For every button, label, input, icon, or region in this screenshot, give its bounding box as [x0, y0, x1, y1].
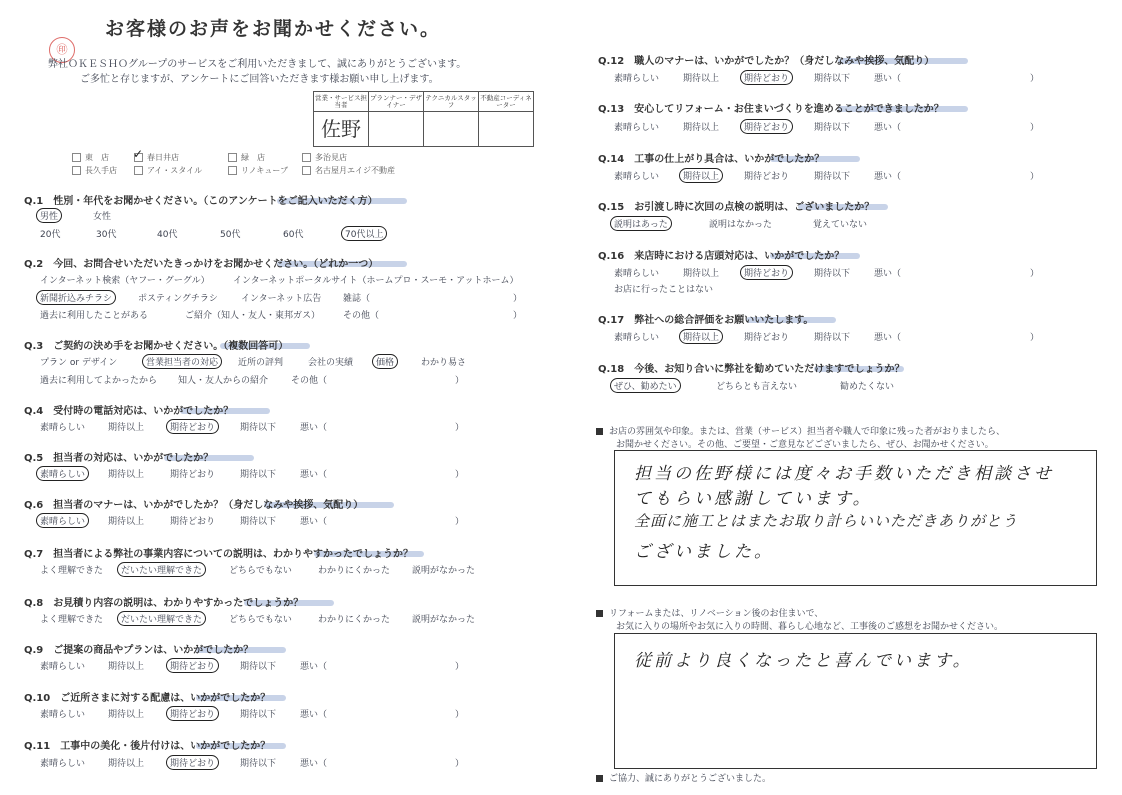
- answer-option[interactable]: どちらでもない: [229, 615, 292, 625]
- answer-option[interactable]: わかり易さ: [421, 358, 467, 368]
- comment1-handwriting-line-2: てもらい感謝しています。: [634, 489, 873, 509]
- staff-header-technical: テクニカルスタッフ: [424, 92, 479, 112]
- answer-option[interactable]: 40代: [157, 230, 178, 240]
- answer-option[interactable]: 素晴らしい: [614, 172, 660, 182]
- answer-option[interactable]: よく理解できた: [40, 615, 104, 625]
- answer-option[interactable]: ）: [455, 470, 465, 480]
- answer-option[interactable]: 覚えていない: [813, 220, 868, 230]
- answer-option[interactable]: ）: [455, 517, 465, 527]
- answer-option[interactable]: ）: [455, 423, 465, 433]
- answer-option[interactable]: 60代: [283, 230, 304, 240]
- left-question-10: Q.10 ご近所さまに対する配慮は、いかがでしたか？: [24, 693, 271, 704]
- answer-option[interactable]: 期待以上: [683, 123, 720, 133]
- answer-option[interactable]: 素晴らしい: [40, 710, 86, 720]
- answer-option[interactable]: 悪い（: [874, 172, 902, 182]
- selected-answer-option[interactable]: だいたい理解できた: [117, 562, 206, 577]
- checkbox-icon: [302, 153, 311, 162]
- answer-option[interactable]: どちらでもない: [229, 566, 292, 576]
- answer-option[interactable]: 期待どおり: [170, 470, 216, 480]
- store-checkbox-tajimi[interactable]: 多治見店: [302, 152, 347, 163]
- checkbox-icon: [228, 166, 237, 175]
- answer-option[interactable]: 素晴らしい: [614, 269, 660, 279]
- checkbox-icon: [134, 166, 143, 175]
- answer-option[interactable]: 女性: [93, 212, 112, 222]
- answer-option[interactable]: 悪い（: [874, 123, 902, 133]
- checkbox-icon: [302, 166, 311, 175]
- answer-option[interactable]: 期待どおり: [744, 333, 790, 343]
- answer-option[interactable]: 説明がなかった: [412, 615, 476, 625]
- answer-option[interactable]: 過去に利用してよかったから: [40, 376, 158, 386]
- comment1-label-2: お聞かせください。その他、ご要望・ご意見などございましたら、ぜひ、お聞かせください。: [616, 440, 994, 450]
- answer-option[interactable]: 期待以上: [683, 74, 720, 84]
- answer-option[interactable]: 50代: [220, 230, 241, 240]
- answer-option[interactable]: 期待以下: [240, 662, 277, 672]
- answer-option[interactable]: 期待以下: [814, 172, 851, 182]
- answer-option[interactable]: 近所の評判: [238, 358, 284, 368]
- answer-option[interactable]: 期待以上: [108, 710, 145, 720]
- selected-answer-option[interactable]: 期待どおり: [740, 119, 793, 134]
- right-question-5: Q.16 来店時における店頭対応は、いかがでしたか？: [598, 251, 845, 262]
- staff-header-planner: プランナー・デザイナー: [369, 92, 424, 112]
- right-question-1: Q.12 職人のマナーは、いかがでしたか？（身だしなみや挨拶、気配り）: [598, 56, 935, 67]
- answer-option[interactable]: 期待以下: [240, 710, 277, 720]
- selected-answer-option[interactable]: 期待どおり: [166, 706, 219, 721]
- answer-option[interactable]: ）: [513, 294, 523, 304]
- selected-answer-option[interactable]: 価格: [372, 354, 398, 369]
- selected-answer-option[interactable]: 素晴らしい: [36, 513, 89, 528]
- answer-option[interactable]: 説明がなかった: [412, 566, 476, 576]
- answer-option[interactable]: 期待以下: [814, 269, 851, 279]
- answer-option[interactable]: ）: [1030, 123, 1040, 133]
- answer-option[interactable]: 期待以下: [814, 74, 851, 84]
- answer-option[interactable]: インターネット広告: [241, 294, 322, 304]
- answer-option[interactable]: ）: [1030, 74, 1040, 84]
- answer-option[interactable]: 期待どおり: [744, 172, 790, 182]
- answer-option[interactable]: わかりにくかった: [318, 566, 391, 576]
- answer-option[interactable]: プラン or デザイン: [40, 358, 118, 368]
- answer-option[interactable]: ）: [455, 759, 465, 769]
- selected-answer-option[interactable]: 説明はあった: [610, 216, 672, 231]
- answer-option[interactable]: 素晴らしい: [614, 123, 660, 133]
- answer-option[interactable]: 過去に利用したことがある: [40, 311, 149, 321]
- answer-option[interactable]: 知人・友人からの紹介: [178, 376, 269, 386]
- answer-option[interactable]: 素晴らしい: [614, 333, 660, 343]
- selected-answer-option[interactable]: 男性: [36, 208, 62, 223]
- answer-option[interactable]: 勧めたくない: [840, 382, 895, 392]
- footer-thanks: ご協力、誠にありがとうございました。: [596, 771, 771, 784]
- answer-option[interactable]: ）: [513, 311, 523, 321]
- answer-option[interactable]: 期待以上: [108, 517, 145, 527]
- answer-option[interactable]: 悪い（: [300, 470, 328, 480]
- answer-option[interactable]: 期待以上: [683, 269, 720, 279]
- store-checkbox-renocube[interactable]: リノキューブ: [228, 165, 288, 176]
- answer-option[interactable]: 期待以上: [108, 662, 145, 672]
- company-seal-icon: ㊞: [49, 37, 75, 63]
- left-question-8: Q.8 お見積り内容の説明は、わかりやすかったでしょうか？: [24, 598, 304, 609]
- right-question-3: Q.14 工事の仕上がり具合は、いかがでしたか？: [598, 154, 825, 165]
- store-checkbox-istyle[interactable]: アイ・スタイル: [134, 165, 202, 176]
- answer-option[interactable]: 期待以上: [108, 423, 145, 433]
- answer-option[interactable]: その他（: [343, 311, 380, 321]
- selected-answer-option[interactable]: 期待どおり: [740, 70, 793, 85]
- answer-option[interactable]: 悪い（: [300, 710, 328, 720]
- answer-option[interactable]: ）: [1030, 333, 1040, 343]
- checkbox-icon: [228, 153, 237, 162]
- right-question-4: Q.15 お引渡し時に次回の点検の説明は、ございましたか？: [598, 202, 875, 213]
- left-question-1: Q.1 性別・年代をお聞かせください。（このアンケートをご記入いただく方）: [24, 196, 378, 207]
- selected-answer-option[interactable]: 70代以上: [341, 226, 387, 241]
- left-question-5: Q.5 担当者の対応は、いかがでしたか？: [24, 453, 214, 464]
- answer-option[interactable]: 期待以上: [108, 470, 145, 480]
- answer-option[interactable]: どちらとも言えない: [716, 382, 798, 392]
- selected-answer-option[interactable]: 期待どおり: [740, 265, 793, 280]
- right-question-7: Q.18 今後、お知り合いに弊社を勧めていただけますでしょうか？: [598, 364, 905, 375]
- answer-option[interactable]: ご紹介（知人・友人・東邦ガス）: [185, 311, 321, 321]
- answer-option[interactable]: 期待どおり: [170, 517, 216, 527]
- answer-option[interactable]: よく理解できた: [40, 566, 104, 576]
- store-checkbox-nagakute[interactable]: 長久手店: [72, 165, 117, 176]
- comment1-label-1: お店の雰囲気や印象。または、営業（サービス）担当者や職人で印象に残った者がおりましたら、: [596, 424, 1005, 437]
- intro-line-2: ご多忙と存じますが、アンケートにご回答いただきます様お願い申し上げます。: [80, 74, 439, 85]
- answer-option[interactable]: 20代: [40, 230, 61, 240]
- answer-option[interactable]: 素晴らしい: [40, 662, 86, 672]
- comment1-handwriting-line-3: 全面に施工とはまたお取り計らいいただきありがとう: [634, 512, 1019, 530]
- answer-option[interactable]: 素晴らしい: [614, 74, 660, 84]
- comment2-label-1: リフォームまたは、リノベーション後のお住まいで、: [596, 606, 823, 619]
- left-question-9: Q.9 ご提案の商品やプランは、いかがでしたか？: [24, 645, 254, 656]
- store-checkbox-midori[interactable]: 緑 店: [228, 152, 265, 163]
- answer-option[interactable]: 素晴らしい: [40, 423, 86, 433]
- answer-option[interactable]: 期待以下: [814, 333, 851, 343]
- answer-option[interactable]: 期待以下: [240, 470, 277, 480]
- answer-option[interactable]: ）: [455, 376, 465, 386]
- answer-option[interactable]: 悪い（: [874, 333, 902, 343]
- answer-option[interactable]: 期待以下: [240, 759, 277, 769]
- answer-option[interactable]: 悪い（: [874, 74, 902, 84]
- store-checkbox-east[interactable]: 東 店: [72, 152, 109, 163]
- selected-answer-option[interactable]: だいたい理解できた: [117, 611, 206, 626]
- staff-name-technical[interactable]: [424, 112, 479, 147]
- square-bullet-icon: [596, 775, 603, 782]
- answer-option[interactable]: 悪い（: [300, 517, 328, 527]
- right-question-2: Q.13 安心してリフォーム・お住まいづくりを進めることができましたか？: [598, 104, 944, 115]
- answer-option[interactable]: ）: [455, 662, 465, 672]
- answer-option[interactable]: ）: [1030, 269, 1040, 279]
- answer-option[interactable]: インターネット検索（ヤフー・グーグル）: [40, 276, 210, 286]
- answer-option[interactable]: 期待以下: [240, 423, 277, 433]
- answer-option[interactable]: お店に行ったことはない: [614, 285, 714, 295]
- staff-name-planner[interactable]: [369, 112, 424, 147]
- answer-option[interactable]: 期待以上: [108, 759, 145, 769]
- answer-option[interactable]: 期待以下: [240, 517, 277, 527]
- answer-option[interactable]: 会社の実績: [308, 358, 354, 368]
- comment2-handwriting-line-1: 従前より良くなったと喜んでいます。: [634, 651, 973, 671]
- answer-option[interactable]: 素晴らしい: [40, 759, 86, 769]
- left-question-6: Q.6 担当者のマナーは、いかがでしたか？（身だしなみや挨拶、気配り）: [24, 500, 364, 511]
- staff-table: [313, 91, 534, 147]
- answer-option[interactable]: 悪い（: [300, 423, 328, 433]
- checkbox-icon: [72, 166, 81, 175]
- comment1-handwriting-line-4: ございました。: [634, 542, 774, 562]
- comment1-handwriting-line-1: 担当の佐野様には度々お手数いただき相談させ: [634, 464, 1054, 484]
- page-title: お客様のお声をお聞かせください。: [105, 18, 442, 40]
- left-question-2: Q.2 今回、お問合せいただいたきっかけをお聞かせください。（どれか一つ）: [24, 259, 379, 270]
- checkbox-checked-icon: ✓: [133, 147, 144, 161]
- answer-option[interactable]: ）: [455, 710, 465, 720]
- left-question-4: Q.4 受付時の電話対応は、いかがでしたか？: [24, 406, 234, 417]
- answer-option[interactable]: ポスティングチラシ: [138, 294, 218, 304]
- checkbox-icon: [72, 153, 81, 162]
- answer-option[interactable]: 30代: [96, 230, 117, 240]
- answer-option[interactable]: 悪い（: [300, 662, 328, 672]
- selected-answer-option[interactable]: 素晴らしい: [36, 466, 89, 481]
- left-question-3: Q.3 ご契約の決め手をお聞かせください。（複数回答可）: [24, 341, 289, 352]
- staff-name-sales: 佐野: [314, 112, 369, 147]
- selected-answer-option[interactable]: ぜひ、勧めたい: [610, 378, 681, 393]
- store-checkbox-kasugai[interactable]: ✓ 春日井店: [133, 147, 179, 162]
- selected-answer-option[interactable]: 新聞折込みチラシ: [36, 290, 116, 305]
- answer-option[interactable]: 悪い（: [874, 269, 902, 279]
- comment2-label-2: お気に入りの場所やお気に入りの時間、暮らし心地など、工事後のご感想をお聞かせください。: [616, 622, 1004, 632]
- answer-option[interactable]: インターネットポータルサイト（ホームプロ・スーモ・アットホーム）: [233, 276, 519, 286]
- left-question-7: Q.7 担当者による弊社の事業内容についての説明は、わかりやすかったでしょうか？: [24, 549, 414, 560]
- selected-answer-option[interactable]: 期待どおり: [166, 658, 219, 673]
- answer-option[interactable]: ）: [1030, 172, 1040, 182]
- right-question-6: Q.17 弊社への総合評価をお願いいたします。: [598, 315, 814, 326]
- left-question-11: Q.11 工事中の美化・後片付けは、いかがでしたか？: [24, 741, 271, 752]
- selected-answer-option[interactable]: 期待どおり: [166, 419, 219, 434]
- selected-answer-option[interactable]: 期待以上: [679, 168, 723, 183]
- intro-line-1: 弊社ＯＫＥＳＨＯグループのサービスをご利用いただきまして、誠にありがとうございます。: [48, 59, 467, 70]
- answer-option[interactable]: その他（: [291, 376, 328, 386]
- selected-answer-option[interactable]: 営業担当者の対応: [142, 354, 222, 369]
- answer-option[interactable]: 悪い（: [300, 759, 328, 769]
- store-checkbox-nagoya-realestate[interactable]: 名古屋月エイジ不動産: [302, 165, 395, 176]
- square-bullet-icon: [596, 610, 603, 617]
- answer-option[interactable]: わかりにくかった: [318, 615, 391, 625]
- staff-header-sales: 営業・サービス担当者: [314, 92, 369, 112]
- staff-header-realestate: 不動産コーディネーター: [479, 92, 534, 112]
- staff-name-realestate[interactable]: [479, 112, 534, 147]
- answer-option[interactable]: 説明はなかった: [709, 220, 773, 230]
- answer-option[interactable]: 期待以下: [814, 123, 851, 133]
- selected-answer-option[interactable]: 期待以上: [679, 329, 723, 344]
- square-bullet-icon: [596, 428, 603, 435]
- selected-answer-option[interactable]: 期待どおり: [166, 755, 219, 770]
- answer-option[interactable]: 雑誌（: [343, 294, 371, 304]
